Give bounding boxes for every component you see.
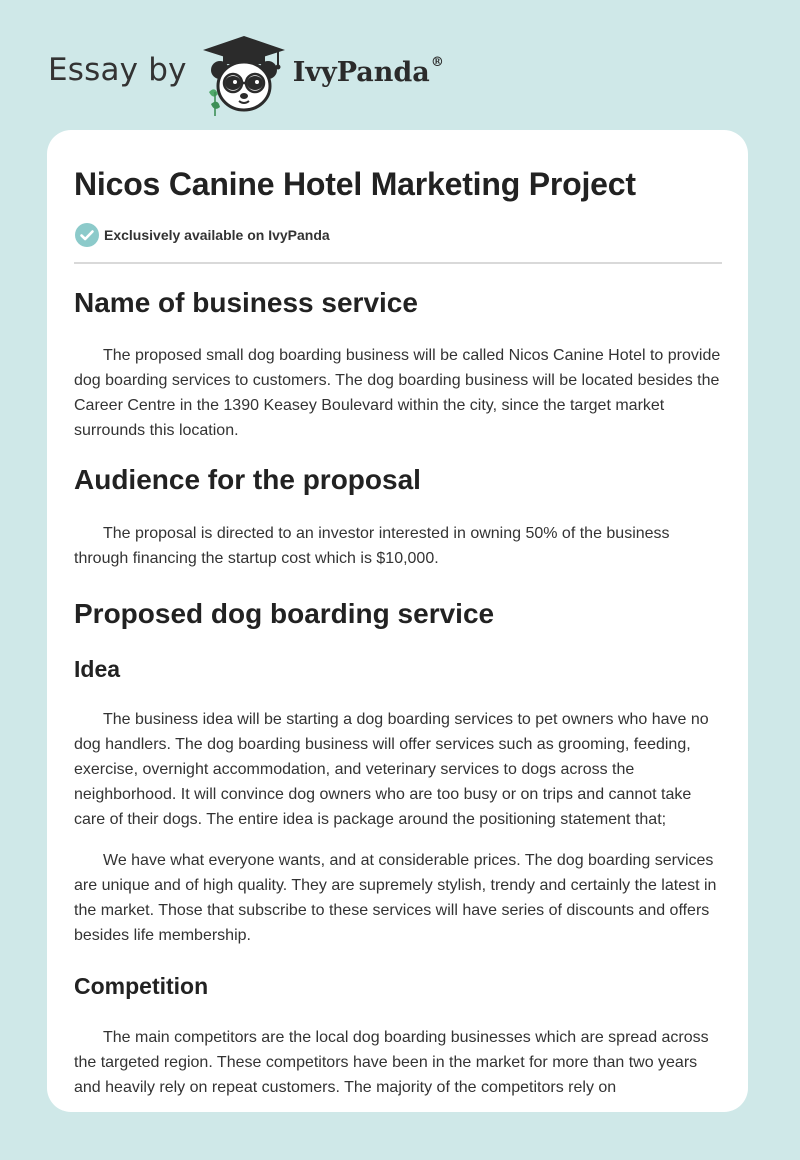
paragraph: The main competitors are the local dog boarding businesses which are spread across the targeted region. These competitors have been in the market for more than two years and heavily rely on repeat customers. The majority of the competitors rely on: [74, 1028, 709, 1096]
exclusive-label: Exclusively available on IvyPanda: [104, 226, 330, 243]
section-business-name: [74, 286, 722, 444]
subsection-competition: [74, 973, 722, 1100]
brand-name[interactable]: IvyPanda®: [292, 54, 444, 88]
exclusive-badge: [74, 222, 722, 264]
section-heading: Name of business service: [74, 286, 418, 318]
site-header: [48, 28, 444, 118]
page-title: Nicos Canine Hotel Marketing Project: [74, 166, 636, 202]
paragraph: We have what everyone wants, and at considerable prices. The dog boarding services are unique and of high quality. They are supremely stylish, trendy and certainly the latest in the market. Those that subscribe to these services will have series of discounts and offers besides life membership.: [74, 852, 717, 945]
article-card: [47, 130, 748, 1112]
brand-prefix: Essay by: [48, 52, 187, 88]
section-heading: Audience for the proposal: [74, 464, 421, 496]
registered-mark: ®: [430, 54, 444, 70]
panda-graduate-icon[interactable]: [201, 30, 287, 116]
subsection-idea: [74, 656, 722, 949]
paragraph: The business idea will be starting a dog boarding services to pet owners who have no dog handlers. The dog boarding business will offer services such as grooming, feeding, exercise, overnight accommodation, and veterinary services to dogs across the neighborhood. It will convince dog owners who are too busy or on trips and cannot take care of their dogs. The entire idea is package around the positioning statement that;: [74, 711, 709, 829]
paragraph: The proposal is directed to an investor interested in owning 50% of the business through financing the startup cost which is $10,000.: [74, 524, 670, 567]
section-proposed-service: [74, 597, 722, 1100]
section-audience: [74, 463, 722, 571]
subsection-heading: Idea: [74, 655, 121, 682]
subsection-heading: Competition: [74, 973, 209, 1000]
section-heading: Proposed dog boarding service: [74, 597, 495, 629]
check-circle-icon: [74, 222, 100, 248]
paragraph: The proposed small dog boarding business will be called Nicos Canine Hotel to provide dog boarding services to customers. The dog boarding business will be located besides the Career Centre in the 1390 Keasey Boulevard within the city, since the target market surrounds this location.: [74, 347, 721, 440]
